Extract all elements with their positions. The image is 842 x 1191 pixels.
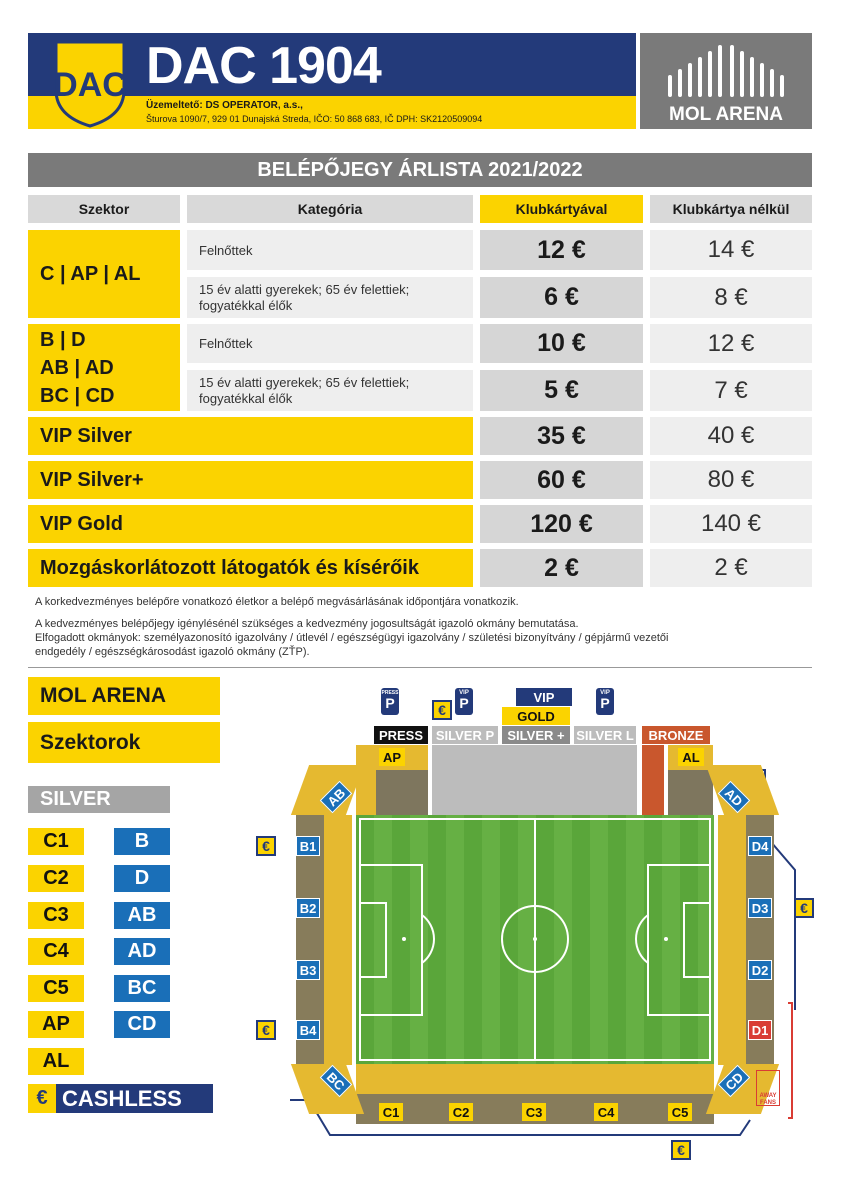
sector-label-d4: D4 bbox=[748, 836, 772, 856]
stand-ap-seats bbox=[376, 770, 428, 815]
parking-letter: P bbox=[459, 695, 469, 711]
price-with-card: 12 € bbox=[480, 230, 643, 270]
category-cell: 15 év alatti gyerekek; 65 év felettiek; fogyatékkal élők bbox=[187, 370, 473, 411]
chip-blue: AB bbox=[114, 902, 170, 929]
cashless-euro-icon: € bbox=[256, 836, 276, 856]
sector-label-b1: B1 bbox=[296, 836, 320, 856]
note-line: Elfogadott okmányok: személyazonosító igazolvány / útlevél / egészségügyi igazolvány / születési bizonyítvány / gépjármű vezetői bbox=[35, 632, 669, 644]
dac-logo bbox=[52, 38, 128, 128]
chip-blue: AD bbox=[114, 938, 170, 965]
chip-blue: D bbox=[114, 865, 170, 892]
sector-label-c1: C1 bbox=[379, 1103, 403, 1121]
price-list-title: BELÉPŐJEGY ÁRLISTA 2021/2022 bbox=[28, 153, 812, 187]
sector-label-d3: D3 bbox=[748, 898, 772, 918]
chip-yellow: C4 bbox=[28, 938, 84, 965]
cashless-label: CASHLESS bbox=[62, 1085, 182, 1111]
category-cell: 15 év alatti gyerekek; 65 év felettiek; fogyatékkal élők bbox=[187, 277, 473, 318]
price-without-card: 40 € bbox=[650, 417, 812, 455]
sector-label-b2: B2 bbox=[296, 898, 320, 918]
chip-yellow: AL bbox=[28, 1048, 84, 1075]
price-without-card: 80 € bbox=[650, 461, 812, 499]
parking-icon bbox=[381, 688, 399, 715]
price-without-card: 140 € bbox=[650, 505, 812, 543]
press-box: PRESS bbox=[374, 726, 428, 744]
note-line: A kedvezményes belépőjegy igénylésénél szükséges a kedvezmény jogosultságát igazoló okmány bemutatása. bbox=[35, 618, 579, 630]
parking-icon bbox=[596, 688, 614, 715]
vip-label: VIP Silver+ bbox=[28, 461, 473, 499]
sector-line: BC | CD bbox=[40, 384, 115, 407]
parking-letter: P bbox=[385, 695, 395, 711]
sector-line: B | D bbox=[40, 328, 86, 351]
chip-yellow: C3 bbox=[28, 902, 84, 929]
silver-plus-box: SILVER + bbox=[502, 726, 570, 744]
sector-label-bc: BC bbox=[320, 1065, 353, 1098]
price-without-card: 2 € bbox=[650, 549, 812, 587]
cashless-badge bbox=[28, 1084, 213, 1113]
brand-title: DAC 1904 bbox=[146, 37, 381, 95]
sector-label-ad: AD bbox=[718, 781, 751, 814]
sector-group-1: C | AP | AL bbox=[28, 230, 180, 318]
chip-yellow: C5 bbox=[28, 975, 84, 1002]
sector-label-b4: B4 bbox=[296, 1020, 320, 1040]
accessible-label: Mozgáskorlátozott látogatók és kísérőik bbox=[28, 549, 473, 587]
chip-yellow: C2 bbox=[28, 865, 84, 892]
arena-name: MOL ARENA bbox=[669, 104, 783, 125]
price-with-card: 120 € bbox=[480, 505, 643, 543]
price-with-card: 10 € bbox=[480, 324, 643, 363]
parking-tag: PRESS bbox=[381, 690, 399, 696]
stand-bronze bbox=[642, 745, 664, 815]
vip-label: VIP Silver bbox=[28, 417, 473, 455]
legend-arena: MOL ARENA bbox=[28, 677, 220, 715]
sector-label-b3: B3 bbox=[296, 960, 320, 980]
chip-blue: BC bbox=[114, 975, 170, 1002]
parking-tag: VIP bbox=[459, 690, 469, 696]
silver-l-box: SILVER L bbox=[574, 726, 636, 744]
col-header-category: Kategória bbox=[187, 195, 473, 223]
category-cell: Felnőttek bbox=[187, 324, 473, 363]
chip-blue: B bbox=[114, 828, 170, 855]
parking-icon bbox=[455, 688, 473, 715]
cashless-euro-icon: € bbox=[256, 1020, 276, 1040]
logo-text: DAC bbox=[53, 66, 127, 104]
price-with-card: 60 € bbox=[480, 461, 643, 499]
price-with-card: 5 € bbox=[480, 370, 643, 411]
sector-line: AB | AD bbox=[40, 356, 114, 379]
cashless-euro-icon: € bbox=[794, 898, 814, 918]
col-header-sector: Szektor bbox=[28, 195, 180, 223]
price-with-card: 6 € bbox=[480, 277, 643, 318]
price-without-card: 7 € bbox=[650, 370, 812, 411]
stand-silver bbox=[432, 745, 637, 815]
bronze-box: BRONZE bbox=[642, 726, 710, 744]
sector-group-2 bbox=[28, 324, 180, 411]
operator-label: Üzemeltető: DS OPERATOR, a.s., bbox=[146, 100, 303, 111]
divider bbox=[28, 667, 812, 668]
vip-box: VIP bbox=[516, 688, 572, 706]
sector-label-c5: C5 bbox=[668, 1103, 692, 1121]
away-fans-sign: AWAY FANS bbox=[756, 1070, 780, 1106]
sector-label-c3: C3 bbox=[522, 1103, 546, 1121]
sector-label-al: AL bbox=[678, 748, 704, 766]
gold-box: GOLD bbox=[502, 707, 570, 725]
cashless-euro-icon: € bbox=[671, 1140, 691, 1160]
football-pitch bbox=[356, 815, 714, 1064]
note-line: A korkedvezményes belépőre vonatkozó életkor a belépő megvásárlásának időpontjára vonatkozik. bbox=[35, 596, 519, 608]
vip-label: VIP Gold bbox=[28, 505, 473, 543]
arena-icon bbox=[640, 33, 812, 103]
legend-silver: SILVER bbox=[28, 786, 170, 813]
parking-letter: P bbox=[600, 695, 610, 711]
sector-label-d2: D2 bbox=[748, 960, 772, 980]
chip-blue: CD bbox=[114, 1011, 170, 1038]
parking-tag: VIP bbox=[600, 690, 610, 696]
sector-label-c2: C2 bbox=[449, 1103, 473, 1121]
sector-label-ab: AB bbox=[320, 781, 353, 814]
price-without-card: 14 € bbox=[650, 230, 812, 270]
price-without-card: 8 € bbox=[650, 277, 812, 318]
silver-p-box: SILVER P bbox=[432, 726, 498, 744]
sector-label-ap: AP bbox=[379, 748, 405, 766]
stand-al-seats bbox=[668, 770, 713, 815]
note-line: endgedély / egészségkárosodást igazoló okmány (ZŤP). bbox=[35, 646, 310, 658]
legend-sectors: Szektorok bbox=[28, 722, 220, 763]
euro-icon: € bbox=[28, 1084, 56, 1113]
category-cell: Felnőttek bbox=[187, 230, 473, 270]
chip-yellow: AP bbox=[28, 1011, 84, 1038]
price-with-card: 35 € bbox=[480, 417, 643, 455]
price-with-card: 2 € bbox=[480, 549, 643, 587]
col-header-with-card: Klubkártyával bbox=[480, 195, 643, 223]
sector-label-c4: C4 bbox=[594, 1103, 618, 1121]
col-header-without-card: Klubkártya nélkül bbox=[650, 195, 812, 223]
sector-label-cd: CD bbox=[718, 1065, 751, 1098]
price-without-card: 12 € bbox=[650, 324, 812, 363]
operator-address: Šturova 1090/7, 929 01 Dunajská Streda, IČO: 50 868 683, IČ DPH: SK2120509094 bbox=[146, 114, 483, 124]
sector-label-d1: D1 bbox=[748, 1020, 772, 1040]
chip-yellow: C1 bbox=[28, 828, 84, 855]
cashless-euro-icon: € bbox=[432, 700, 452, 720]
